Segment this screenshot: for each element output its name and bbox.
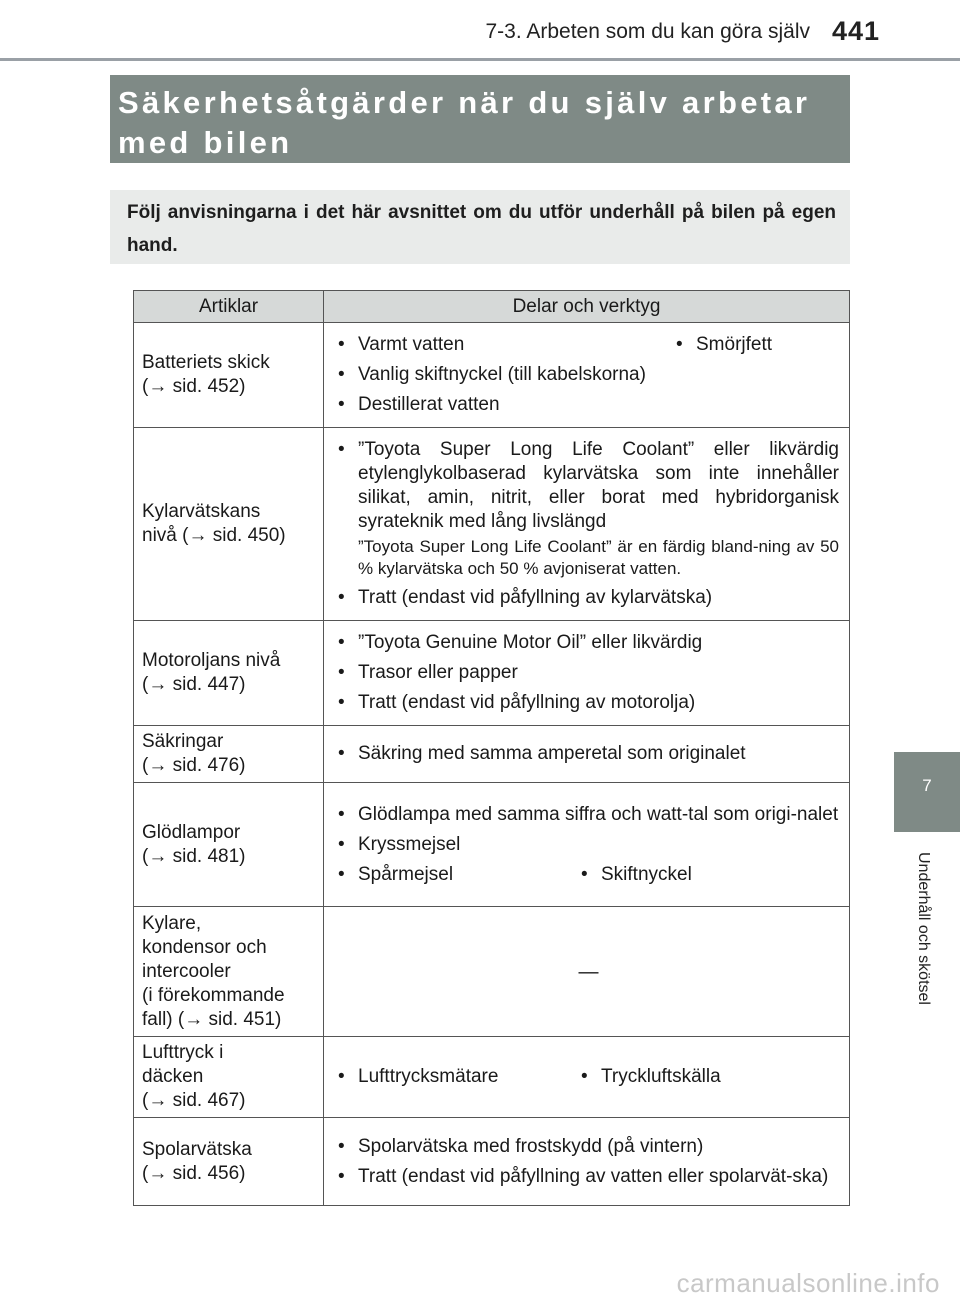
tool-item: Tratt (endast vid påfyllning av vatten eller spolarvät-ska) [358,1165,829,1187]
none-dash: — [578,960,599,983]
article-line: Glödlampor [142,821,241,843]
bullet: • [338,334,345,355]
tool-item: ”Toyota Super Long Life Coolant” eller likvärdig etylenglykolbaserad kylarvätska som inte innehåller silikat, amin, nitrit, eller borat med hybridorganisk syrateknik med lång livslängd [358,439,839,532]
bullet: • [338,1165,345,1187]
article-cell [134,783,324,907]
tools-cell [324,783,850,907]
chapter-label [888,852,958,1052]
tool-item: Tratt (endast vid påfyllning av kylarvätska) [358,587,713,608]
maintenance-tools-table [133,290,850,1206]
header-divider [0,58,960,61]
article-line: Säkringar [142,731,224,752]
table-row [134,1037,850,1118]
article-cell [134,907,324,1037]
bullet: • [338,692,345,713]
table-header-row [134,291,850,323]
bullet: • [581,863,588,885]
tool-item: Spårmejsel [358,863,454,885]
article-line: Kylarvätskans [142,501,261,522]
tool-item: Trasor eller papper [358,662,518,683]
tool-item: Spolarvätska med frostskydd (på vintern) [358,1135,704,1157]
article-line: kondensor och [142,936,267,958]
table-row [134,783,850,907]
article-line: däcken [142,1066,204,1087]
article-line: (→ sid. 452) [142,376,246,397]
article-cell [134,726,324,783]
running-header-section: 7-3. Arbeten som du kan göra själv [485,20,810,43]
bullet: • [338,803,345,825]
tool-list-item [338,661,839,685]
article-line: (→ sid. 476) [142,755,246,776]
tool-item: Vanlig skiftnyckel (till kabelskorna) [358,364,646,385]
tool-item: Kryssmejsel [358,833,461,855]
tool-item: Skiftnyckel [601,863,692,885]
bullet: • [338,1135,345,1157]
article-line: Batteriets skick [142,352,270,373]
bullet: • [338,439,345,460]
table-row [134,428,850,621]
bullet: • [338,364,345,385]
tool-list-item [338,1165,839,1189]
intro-box: Följ anvisningarna i det här avsnittet om du utför underhåll på bilen på egen hand. [110,190,850,264]
tool-list-item [338,742,839,766]
bullet: • [338,587,345,608]
article-line: Spolarvätska [142,1138,252,1160]
tools-cell [324,428,850,621]
tool-item: Säkring med samma amperetal som originalet [358,743,746,764]
article-line: fall) (→ sid. 451) [142,1008,282,1030]
tools-cell [324,323,850,428]
article-line: (i förekommande [142,984,285,1006]
watermark: carmanualsonline.info [676,1268,940,1298]
tool-item: Lufttrycksmätare [358,1066,499,1087]
tool-list-item [338,631,839,655]
tool-list-item [338,438,839,580]
article-line: nivå (→ sid. 450) [142,525,286,546]
article-line: (→ sid. 447) [142,674,246,695]
article-line: Kylare, [142,912,202,934]
bullet: • [338,662,345,683]
table-row [134,907,850,1037]
tool-list-item [338,803,839,827]
article-line: Motoroljans nivå [142,650,281,671]
bullet: • [338,394,345,415]
section-title-box [110,75,850,163]
tool-item: Varmt vatten [358,334,465,355]
tool-note: ”Toyota Super Long Life Coolant” är en färdig bland-ning av 50 % kylarvätska och 50 % avjoniserat vatten. [358,537,839,578]
column-header-articles: Artiklar [134,291,324,323]
article-line: intercooler [142,960,231,982]
tool-item: Tratt (endast vid påfyllning av motorolja) [358,692,696,713]
article-cell [134,1037,324,1118]
article-cell [134,1118,324,1206]
tool-list-item [338,393,839,417]
bullet: • [338,1066,345,1087]
article-cell [134,323,324,428]
tool-list-item [338,691,839,715]
tool-item: Tryckluftskälla [601,1066,721,1087]
tool-list-item [338,586,839,610]
article-cell [134,428,324,621]
tools-cell [324,726,850,783]
article-line: Lufttryck i [142,1042,224,1063]
tool-item: Glödlampa med samma siffra och watt-tal som origi-nalet [358,803,839,825]
chapter-label-text: Underhåll och skötsel [915,852,932,1005]
table-row [134,621,850,726]
section-title-line-1: Säkerhetsåtgärder när du själv arbetar [118,85,811,120]
table-row [134,1118,850,1206]
tool-list-item [338,833,839,857]
tool-list-item [338,1135,839,1159]
tool-item: ”Toyota Genuine Motor Oil” eller likvärdig [358,632,703,653]
bullet: • [676,334,683,355]
tool-item: Smörjfett [696,334,773,355]
tool-pair [338,863,839,887]
table-row [134,323,850,428]
bullet: • [338,863,345,885]
article-line: (→ sid. 481) [142,845,246,867]
chapter-tab [894,752,960,832]
tool-pair [338,1065,839,1089]
bullet: • [338,743,345,764]
tools-cell [324,621,850,726]
section-title-line-2: med bilen [118,125,293,160]
tool-pair [338,333,839,357]
table-row [134,726,850,783]
tool-item: Destillerat vatten [358,394,500,415]
tools-cell [324,1118,850,1206]
bullet: • [338,632,345,653]
column-header-parts-tools: Delar och verktyg [324,291,850,323]
bullet: • [581,1066,588,1087]
tools-cell [324,1037,850,1118]
tool-list-item [338,363,839,387]
tools-cell [324,907,850,1037]
article-cell [134,621,324,726]
bullet: • [338,833,345,855]
article-line: (→ sid. 456) [142,1162,246,1184]
article-line: (→ sid. 467) [142,1090,246,1111]
page-number: 441 [831,16,880,46]
chapter-number: 7 [922,776,932,795]
